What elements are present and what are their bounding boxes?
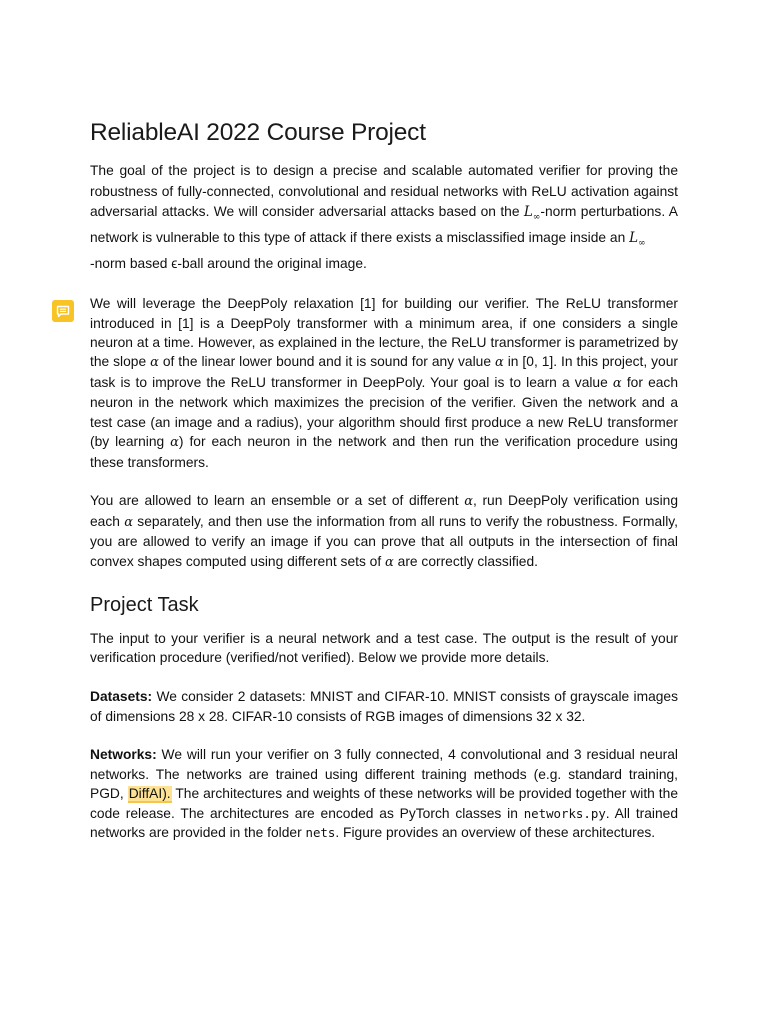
code-networks-py: networks.py bbox=[523, 805, 606, 821]
ensemble-paragraph: You are allowed to learn an ensemble or a set of different α, run DeepPoly verification using each α separately, and then use the information from all runs to verify the robustness. Formally, you are allowed to verify an image if you can prove that all outputs in the intersection of final convex shapes computed using different sets of α are correctly classified. bbox=[90, 493, 678, 570]
comment-glyph-icon bbox=[56, 305, 70, 318]
task-paragraph: The input to your verifier is a neural network and a test case. The output is the result of your verification procedure (verified/not verified). Below we provide more details. bbox=[90, 630, 678, 666]
project-task-heading: Project Task bbox=[90, 593, 199, 616]
comment-icon[interactable] bbox=[52, 300, 74, 322]
linf-symbol: $L_\infty$ bbox=[629, 230, 646, 249]
linf-symbol: $L_\infty$ bbox=[523, 204, 541, 223]
datasets-paragraph: Datasets: We consider 2 datasets: MNIST and CIFAR-10. MNIST consists of grayscale images of dimensions 28 x 28. CIFAR-10 consists of RGB images of dimensions 32 x 32. bbox=[90, 689, 678, 724]
doc-title: ReliableAI 2022 Course Project bbox=[90, 119, 426, 146]
document-content bbox=[90, 116, 678, 842]
networks-label: Networks: bbox=[90, 747, 157, 763]
code-nets: nets bbox=[305, 824, 336, 840]
deeppoly-paragraph: We will leverage the DeepPoly relaxation [1] for building our verifier. The ReLU transformer introduced in [1] is a DeepPoly transformer with a minimum area, if one considers a single neuron at a time. However, as explained in the lecture, the ReLU transformer is parametrized by the slope α of the linear lower bound and it is sound for any value α in [0, 1]. In this project, your task is to improve the ReLU transformer in DeepPoly. Your goal is to learn a value α for each neuron in the network which maximizes the precision of the verifier. Given the network and a test case (an image and a radius), your algorithm should first produce a new ReLU transformer (by learning α) for each neuron in the network and then run the verification procedure using these transformers. bbox=[90, 296, 678, 470]
datasets-label: Datasets: bbox=[90, 689, 153, 705]
highlighted-text[interactable]: DiffAI). bbox=[128, 786, 171, 802]
intro-paragraph: The goal of the project is to design a precise and scalable automated verifier for proving the robustness of fully-connected, convolutional and residual networks with ReLU activation against adversarial attacks. We will consider adversarial attacks based on the $L_\infty$-norm perturbations. A network is vulnerable to this type of attack if there exists a misclassified image inside an $L_\infty$ -norm based ϵ-ball around the original image. bbox=[90, 163, 678, 272]
networks-paragraph: Networks: We will run your verifier on 3 fully connected, 4 convolutional and 3 residual neural networks. The networks are trained using different training methods (e.g. standard training, PGD, DiffAI). The architectures and weights of these networks will be provided together with the code release. The architectures are encoded as PyTorch classes in networks.py. All trained networks are provided in the folder nets. Figure provides an overview of these architectures. bbox=[90, 747, 679, 840]
